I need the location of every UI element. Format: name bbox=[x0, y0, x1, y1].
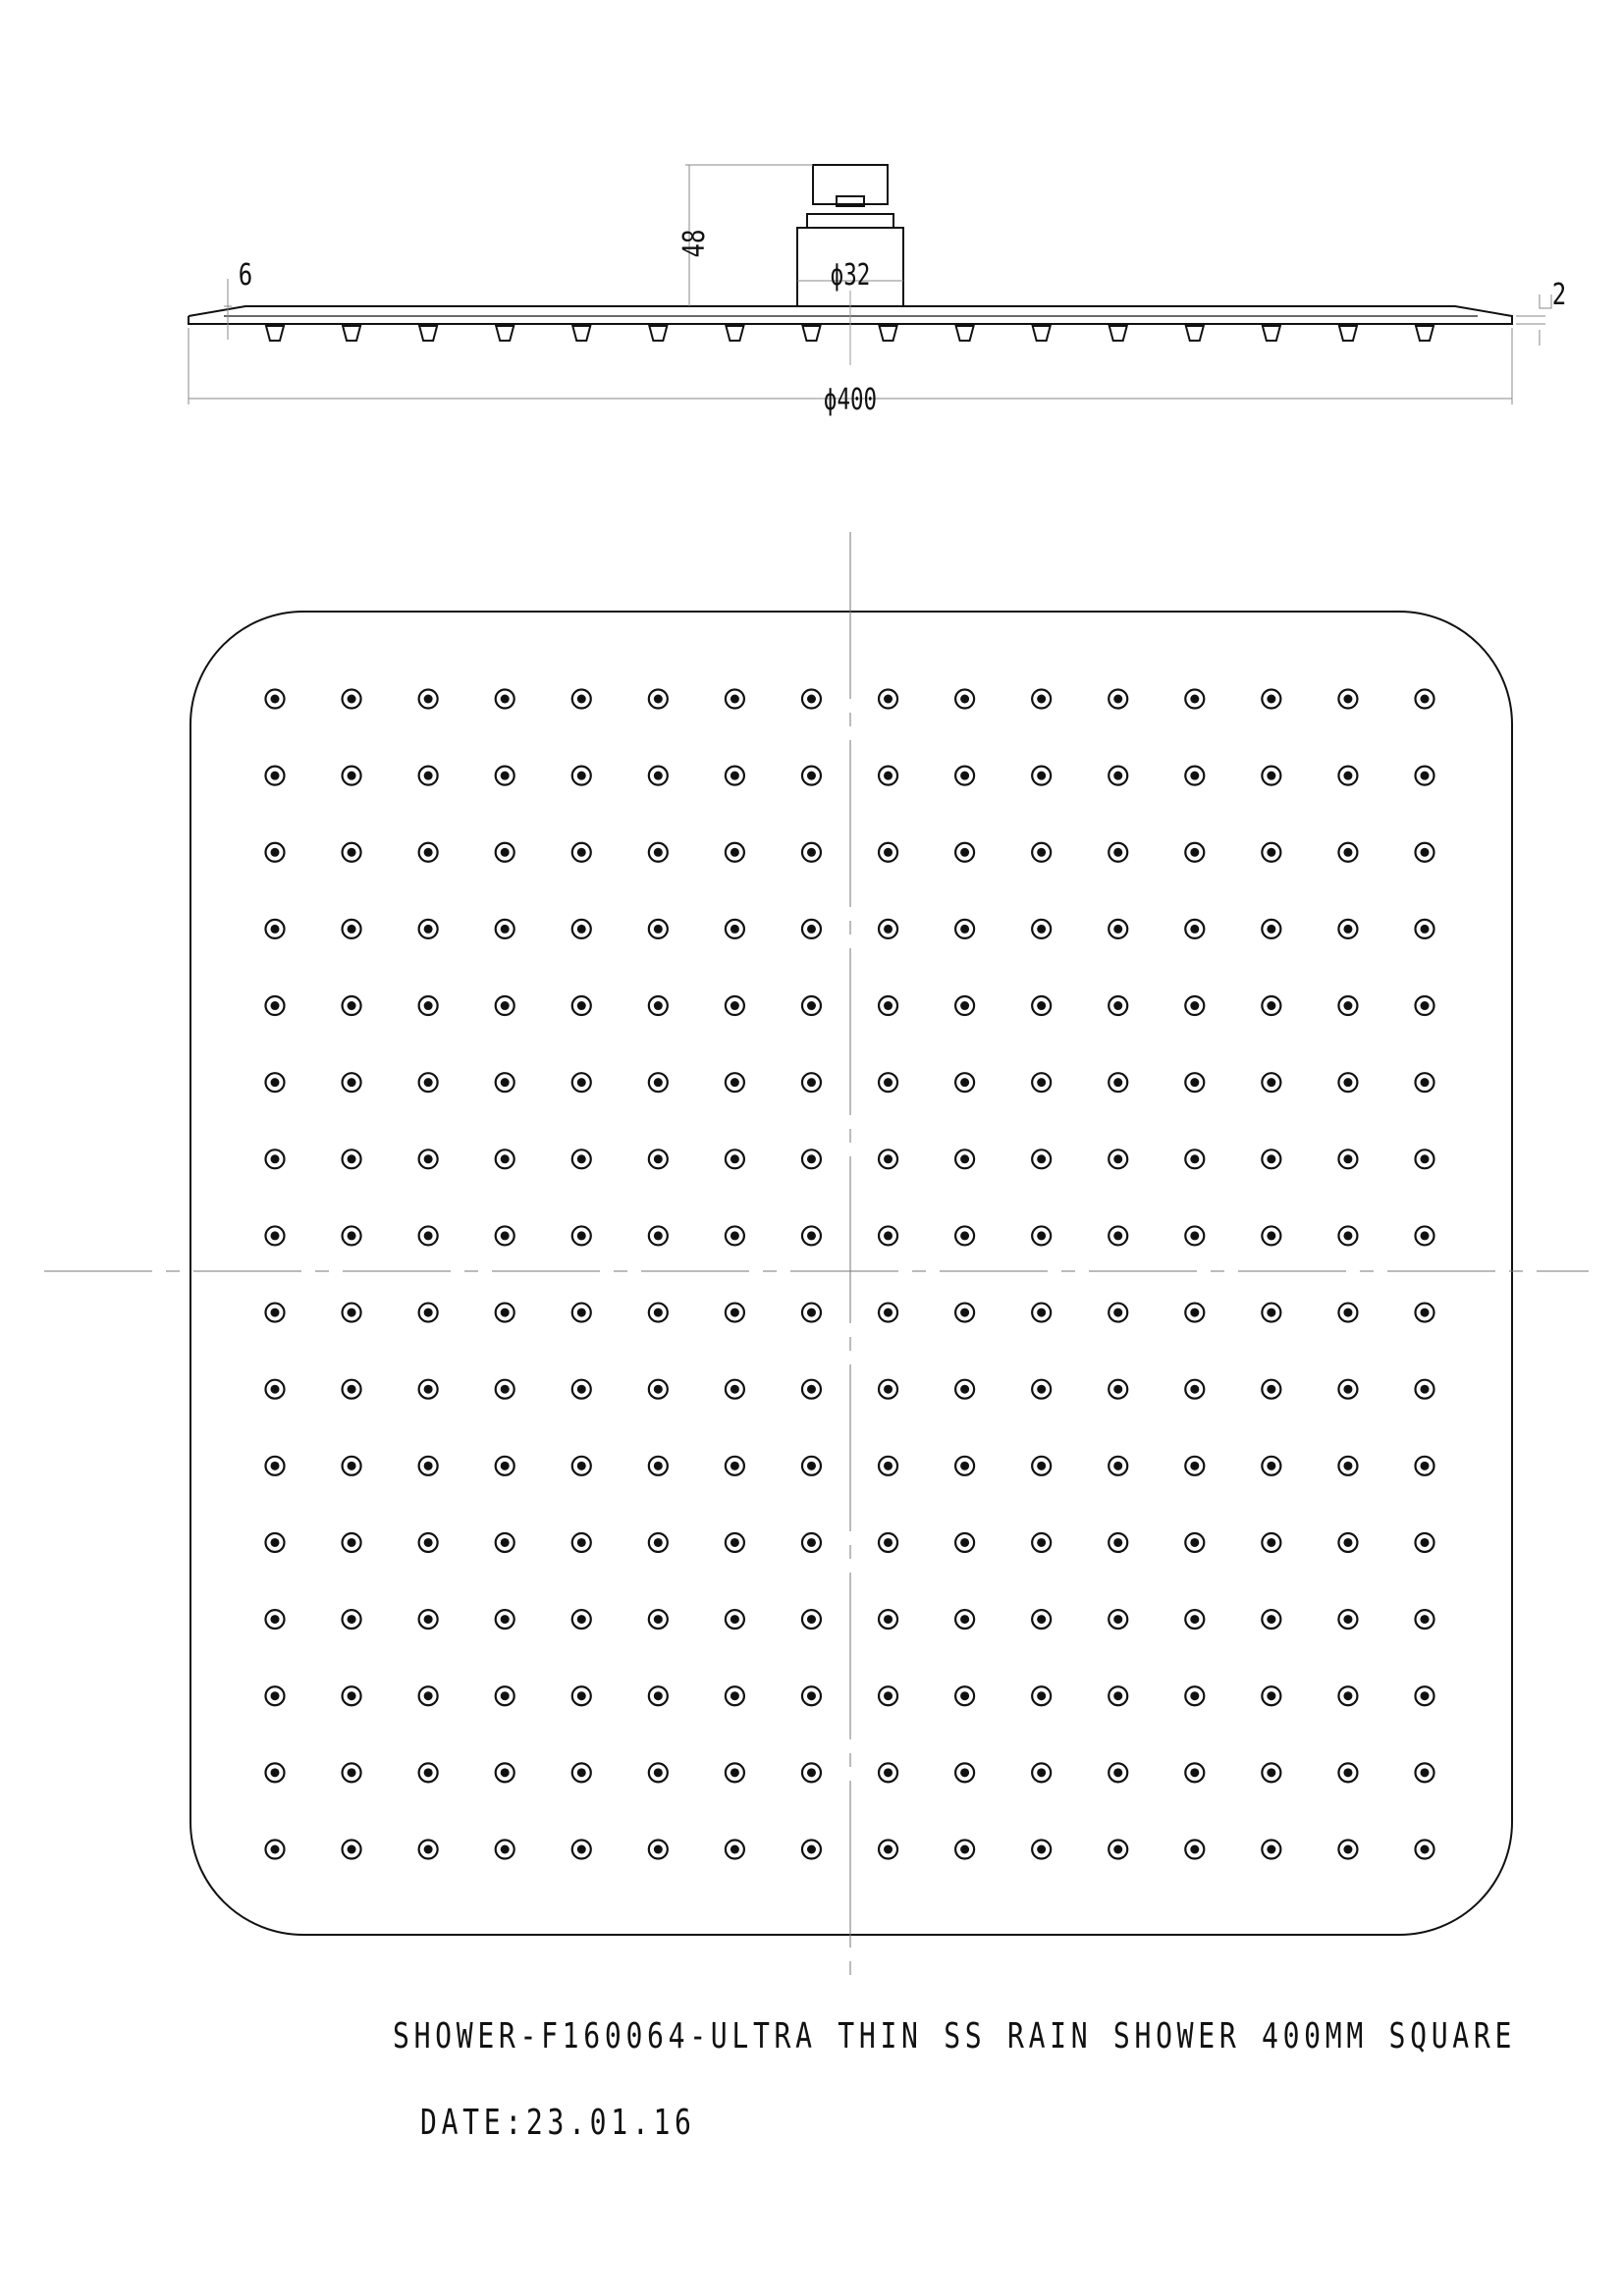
nozzle bbox=[955, 996, 974, 1015]
nozzle bbox=[1109, 920, 1127, 938]
nozzle bbox=[572, 1686, 591, 1705]
nozzle bbox=[649, 1763, 668, 1782]
nozzle bbox=[343, 767, 361, 785]
nozzle bbox=[343, 843, 361, 862]
nozzle bbox=[1109, 1226, 1127, 1245]
nozzle bbox=[343, 1304, 361, 1322]
nozzle bbox=[1032, 1763, 1051, 1782]
nozzle bbox=[955, 1304, 974, 1322]
nozzle bbox=[419, 690, 438, 709]
nozzle bbox=[1416, 1149, 1434, 1168]
nozzle bbox=[266, 1226, 285, 1245]
nozzle bbox=[572, 1763, 591, 1782]
nozzle bbox=[802, 1073, 821, 1092]
side-nozzle bbox=[572, 326, 590, 341]
nozzle bbox=[1185, 1841, 1204, 1859]
nozzle bbox=[572, 1457, 591, 1475]
nozzle bbox=[1338, 1457, 1357, 1475]
nozzle bbox=[1185, 1610, 1204, 1629]
nozzle bbox=[1185, 1763, 1204, 1782]
nozzle bbox=[726, 1226, 744, 1245]
nozzle bbox=[419, 1610, 438, 1629]
nozzle bbox=[266, 1686, 285, 1705]
nozzle bbox=[1109, 1304, 1127, 1322]
nozzle bbox=[419, 920, 438, 938]
nozzle bbox=[1338, 1149, 1357, 1168]
nozzle bbox=[343, 1457, 361, 1475]
nozzle bbox=[726, 1457, 744, 1475]
nozzle bbox=[955, 1841, 974, 1859]
nozzle bbox=[802, 690, 821, 709]
nozzle bbox=[649, 843, 668, 862]
nozzle bbox=[649, 1149, 668, 1168]
nozzle bbox=[879, 1226, 897, 1245]
nozzle bbox=[496, 1073, 514, 1092]
nozzle bbox=[726, 1686, 744, 1705]
nozzle bbox=[1185, 767, 1204, 785]
nozzle bbox=[1262, 1149, 1280, 1168]
nozzle bbox=[879, 843, 897, 862]
nozzle bbox=[1338, 1686, 1357, 1705]
nozzle bbox=[1109, 1763, 1127, 1782]
nozzle bbox=[955, 1457, 974, 1475]
nozzle bbox=[1032, 1841, 1051, 1859]
nozzle bbox=[726, 1073, 744, 1092]
nozzle bbox=[343, 920, 361, 938]
nozzle bbox=[879, 1841, 897, 1859]
nozzle bbox=[266, 1763, 285, 1782]
nozzle bbox=[1338, 1763, 1357, 1782]
nozzle bbox=[1262, 1226, 1280, 1245]
nozzle bbox=[802, 1226, 821, 1245]
nozzle bbox=[879, 1304, 897, 1322]
nozzle bbox=[879, 1457, 897, 1475]
nozzle bbox=[1338, 1610, 1357, 1629]
plate-plan-outline bbox=[190, 612, 1512, 1935]
nozzle bbox=[802, 920, 821, 938]
side-nozzle bbox=[496, 326, 514, 341]
nozzle bbox=[419, 1149, 438, 1168]
nozzle bbox=[1032, 1533, 1051, 1552]
side-nozzle bbox=[266, 326, 284, 341]
nozzle bbox=[1109, 1610, 1127, 1629]
nozzle bbox=[1262, 1610, 1280, 1629]
side-nozzle bbox=[880, 326, 897, 341]
nozzle bbox=[802, 1149, 821, 1168]
nozzle bbox=[343, 1533, 361, 1552]
nozzle bbox=[649, 996, 668, 1015]
width-label: ϕ400 bbox=[823, 382, 878, 417]
stem-nut bbox=[813, 165, 888, 204]
nozzle bbox=[1338, 1841, 1357, 1859]
nozzle bbox=[496, 1763, 514, 1782]
centre-lines bbox=[44, 291, 1589, 1983]
nozzle bbox=[266, 690, 285, 709]
nozzle bbox=[1416, 1610, 1434, 1629]
nozzle bbox=[955, 843, 974, 862]
nozzle bbox=[1262, 1304, 1280, 1322]
nozzle bbox=[343, 690, 361, 709]
nozzle bbox=[1032, 1149, 1051, 1168]
nozzle bbox=[572, 1073, 591, 1092]
nozzle bbox=[496, 1149, 514, 1168]
nozzle bbox=[1338, 920, 1357, 938]
nozzle bbox=[802, 1380, 821, 1399]
nozzle bbox=[496, 1841, 514, 1859]
nozzle bbox=[343, 1380, 361, 1399]
nozzle bbox=[649, 1533, 668, 1552]
nozzle bbox=[266, 1610, 285, 1629]
stem-collar bbox=[807, 214, 893, 228]
side-nozzle bbox=[956, 326, 974, 341]
nozzle bbox=[1416, 1533, 1434, 1552]
nozzle bbox=[1109, 1073, 1127, 1092]
nozzle bbox=[572, 1610, 591, 1629]
nozzle bbox=[1185, 1073, 1204, 1092]
nozzle bbox=[1032, 690, 1051, 709]
plan-view bbox=[190, 612, 1512, 1935]
side-nozzle bbox=[802, 326, 820, 341]
nozzle bbox=[496, 767, 514, 785]
nozzle bbox=[1262, 1533, 1280, 1552]
nozzle bbox=[879, 1380, 897, 1399]
nozzle bbox=[1032, 1380, 1051, 1399]
nozzle bbox=[419, 1533, 438, 1552]
nozzle bbox=[955, 1610, 974, 1629]
nozzle bbox=[419, 843, 438, 862]
drawing-date: DATE:23.01.16 bbox=[420, 2103, 696, 2143]
nozzle bbox=[649, 1457, 668, 1475]
nozzle bbox=[1185, 1457, 1204, 1475]
side-nozzle bbox=[1339, 326, 1357, 341]
nozzle bbox=[1416, 1457, 1434, 1475]
nozzle bbox=[572, 996, 591, 1015]
nozzle bbox=[649, 1610, 668, 1629]
nozzle bbox=[1032, 1073, 1051, 1092]
nozzle bbox=[1262, 843, 1280, 862]
nozzle bbox=[1338, 1073, 1357, 1092]
nozzle bbox=[955, 1686, 974, 1705]
nozzle bbox=[496, 843, 514, 862]
nozzle bbox=[1185, 843, 1204, 862]
nozzle bbox=[1416, 1841, 1434, 1859]
nozzle bbox=[726, 767, 744, 785]
nozzle bbox=[419, 996, 438, 1015]
stem-diameter-label: ϕ32 bbox=[830, 257, 871, 293]
nozzle bbox=[1109, 690, 1127, 709]
nozzle bbox=[1416, 1226, 1434, 1245]
nozzle bbox=[419, 1841, 438, 1859]
side-nozzle bbox=[1416, 326, 1434, 341]
nozzle bbox=[955, 767, 974, 785]
side-nozzle bbox=[649, 326, 667, 341]
nozzle bbox=[1032, 1610, 1051, 1629]
nozzle bbox=[879, 1610, 897, 1629]
nozzle bbox=[572, 1149, 591, 1168]
nozzle bbox=[1109, 1380, 1127, 1399]
nozzle bbox=[1109, 767, 1127, 785]
nozzle bbox=[1416, 690, 1434, 709]
nozzle bbox=[879, 690, 897, 709]
nozzle bbox=[879, 920, 897, 938]
nozzle bbox=[266, 920, 285, 938]
nozzle bbox=[1262, 920, 1280, 938]
nozzle bbox=[496, 1686, 514, 1705]
nozzle bbox=[419, 1457, 438, 1475]
nozzle bbox=[1262, 1457, 1280, 1475]
nozzle bbox=[1185, 1686, 1204, 1705]
nozzle bbox=[343, 1226, 361, 1245]
nozzle bbox=[496, 690, 514, 709]
nozzle bbox=[649, 1686, 668, 1705]
nozzle bbox=[343, 996, 361, 1015]
nozzle bbox=[266, 996, 285, 1015]
nozzle bbox=[802, 767, 821, 785]
nozzle bbox=[1338, 996, 1357, 1015]
nozzle bbox=[1338, 1304, 1357, 1322]
nozzle bbox=[649, 1226, 668, 1245]
nozzle bbox=[1416, 1073, 1434, 1092]
nozzle bbox=[496, 1610, 514, 1629]
side-nozzle bbox=[726, 326, 743, 341]
nozzle bbox=[649, 1841, 668, 1859]
nozzle bbox=[572, 1380, 591, 1399]
nozzle bbox=[496, 1457, 514, 1475]
nozzle bbox=[496, 1380, 514, 1399]
nozzle bbox=[955, 690, 974, 709]
nozzle bbox=[419, 1763, 438, 1782]
nozzle bbox=[955, 920, 974, 938]
nozzle bbox=[802, 1304, 821, 1322]
nozzle bbox=[726, 843, 744, 862]
nozzle bbox=[343, 1763, 361, 1782]
nozzle bbox=[649, 1304, 668, 1322]
nozzle bbox=[419, 1073, 438, 1092]
nozzle bbox=[879, 996, 897, 1015]
nozzle bbox=[879, 1763, 897, 1782]
nozzle bbox=[1032, 1686, 1051, 1705]
nozzle bbox=[343, 1149, 361, 1168]
nozzle bbox=[1416, 1763, 1434, 1782]
nozzle bbox=[1416, 996, 1434, 1015]
nozzle bbox=[1262, 767, 1280, 785]
nozzle bbox=[726, 1841, 744, 1859]
nozzle bbox=[649, 690, 668, 709]
nozzle bbox=[1416, 1380, 1434, 1399]
nozzle bbox=[572, 1226, 591, 1245]
thk-dim-line bbox=[1540, 294, 1551, 308]
nozzle bbox=[419, 1380, 438, 1399]
nozzle bbox=[1416, 843, 1434, 862]
nozzle bbox=[802, 1686, 821, 1705]
nozzle bbox=[802, 1841, 821, 1859]
nozzle bbox=[879, 767, 897, 785]
nozzle bbox=[1185, 996, 1204, 1015]
nozzle bbox=[726, 1304, 744, 1322]
nozzle bbox=[879, 1149, 897, 1168]
nozzle bbox=[1185, 1226, 1204, 1245]
nozzle bbox=[726, 1380, 744, 1399]
nozzle bbox=[1338, 843, 1357, 862]
nozzle bbox=[266, 843, 285, 862]
nozzle bbox=[1262, 996, 1280, 1015]
nozzle bbox=[879, 1686, 897, 1705]
side-nozzle bbox=[419, 326, 437, 341]
nozzle bbox=[496, 1226, 514, 1245]
nozzle bbox=[1416, 920, 1434, 938]
nozzle bbox=[1109, 1686, 1127, 1705]
nozzle bbox=[955, 1533, 974, 1552]
nozzle bbox=[1109, 1149, 1127, 1168]
nozzle bbox=[1032, 996, 1051, 1015]
nozzle bbox=[1262, 690, 1280, 709]
nozzle bbox=[649, 1380, 668, 1399]
nozzle bbox=[266, 1457, 285, 1475]
nozzle bbox=[572, 920, 591, 938]
nozzle bbox=[1262, 1073, 1280, 1092]
nozzle bbox=[496, 920, 514, 938]
nozzle bbox=[1416, 1304, 1434, 1322]
nozzle bbox=[1262, 1380, 1280, 1399]
nozzle bbox=[1262, 1686, 1280, 1705]
nozzle bbox=[802, 1763, 821, 1782]
nozzle bbox=[419, 1304, 438, 1322]
plate-thickness-label: 2 bbox=[1551, 278, 1567, 312]
side-nozzle bbox=[1186, 326, 1204, 341]
nozzle bbox=[955, 1073, 974, 1092]
nozzle bbox=[1185, 690, 1204, 709]
nozzle bbox=[1338, 767, 1357, 785]
nozzle bbox=[496, 1304, 514, 1322]
nozzle bbox=[572, 690, 591, 709]
nozzle bbox=[1185, 1304, 1204, 1322]
nozzle bbox=[1338, 1533, 1357, 1552]
nozzle bbox=[419, 1686, 438, 1705]
nozzle bbox=[496, 1533, 514, 1552]
nozzle bbox=[343, 1686, 361, 1705]
nozzle bbox=[266, 767, 285, 785]
nozzle bbox=[343, 1073, 361, 1092]
nozzle bbox=[955, 1226, 974, 1245]
nozzle bbox=[1032, 767, 1051, 785]
nozzle bbox=[266, 1533, 285, 1552]
nozzle bbox=[1032, 843, 1051, 862]
nozzle bbox=[1032, 1226, 1051, 1245]
side-nozzle bbox=[1109, 326, 1127, 341]
nozzle bbox=[343, 1610, 361, 1629]
nozzle bbox=[1109, 996, 1127, 1015]
side-nozzle bbox=[1263, 326, 1280, 341]
nozzle bbox=[649, 1073, 668, 1092]
nozzle bbox=[572, 767, 591, 785]
nozzle bbox=[802, 843, 821, 862]
nozzle bbox=[1262, 1841, 1280, 1859]
nozzle bbox=[1185, 1149, 1204, 1168]
nozzle bbox=[726, 996, 744, 1015]
nozzle bbox=[726, 1610, 744, 1629]
nozzle bbox=[1032, 1457, 1051, 1475]
nozzle bbox=[419, 767, 438, 785]
nozzle bbox=[572, 843, 591, 862]
nozzle bbox=[1416, 767, 1434, 785]
plate-edge-label: 6 bbox=[238, 258, 253, 293]
nozzle bbox=[955, 1380, 974, 1399]
nozzle bbox=[1109, 1457, 1127, 1475]
nozzle bbox=[1185, 1380, 1204, 1399]
nozzle bbox=[726, 690, 744, 709]
nozzle bbox=[802, 996, 821, 1015]
nozzle bbox=[572, 1304, 591, 1322]
nozzle bbox=[1109, 1841, 1127, 1859]
nozzle bbox=[802, 1457, 821, 1475]
nozzle bbox=[879, 1073, 897, 1092]
nozzle bbox=[1032, 920, 1051, 938]
nozzle bbox=[1338, 690, 1357, 709]
nozzle bbox=[1032, 1304, 1051, 1322]
nozzle bbox=[572, 1841, 591, 1859]
nozzle bbox=[726, 1533, 744, 1552]
nozzle bbox=[1338, 1226, 1357, 1245]
nozzle bbox=[802, 1610, 821, 1629]
nozzle bbox=[266, 1149, 285, 1168]
nozzle bbox=[649, 767, 668, 785]
stem-height-label: 48 bbox=[677, 229, 712, 258]
nozzle bbox=[955, 1149, 974, 1168]
nozzle bbox=[266, 1073, 285, 1092]
nozzle bbox=[726, 1149, 744, 1168]
nozzle bbox=[1416, 1686, 1434, 1705]
nozzle bbox=[649, 920, 668, 938]
side-nozzle bbox=[343, 326, 360, 341]
nozzle bbox=[1185, 920, 1204, 938]
nozzle bbox=[266, 1304, 285, 1322]
nozzle bbox=[726, 920, 744, 938]
nozzle bbox=[266, 1841, 285, 1859]
nozzle bbox=[879, 1533, 897, 1552]
drawing-title: SHOWER-F160064-ULTRA THIN SS RAIN SHOWER 400MM SQUARE bbox=[393, 2016, 1517, 2056]
nozzle bbox=[496, 996, 514, 1015]
nozzle bbox=[1185, 1533, 1204, 1552]
nozzle bbox=[802, 1533, 821, 1552]
nozzle bbox=[572, 1533, 591, 1552]
nozzle bbox=[955, 1763, 974, 1782]
side-nozzle bbox=[1033, 326, 1051, 341]
nozzle bbox=[1338, 1380, 1357, 1399]
nozzle bbox=[343, 1841, 361, 1859]
nozzle bbox=[266, 1380, 285, 1399]
nozzle bbox=[1109, 1533, 1127, 1552]
nozzle bbox=[1262, 1763, 1280, 1782]
nozzle bbox=[1109, 843, 1127, 862]
nozzle bbox=[419, 1226, 438, 1245]
nozzle bbox=[726, 1763, 744, 1782]
